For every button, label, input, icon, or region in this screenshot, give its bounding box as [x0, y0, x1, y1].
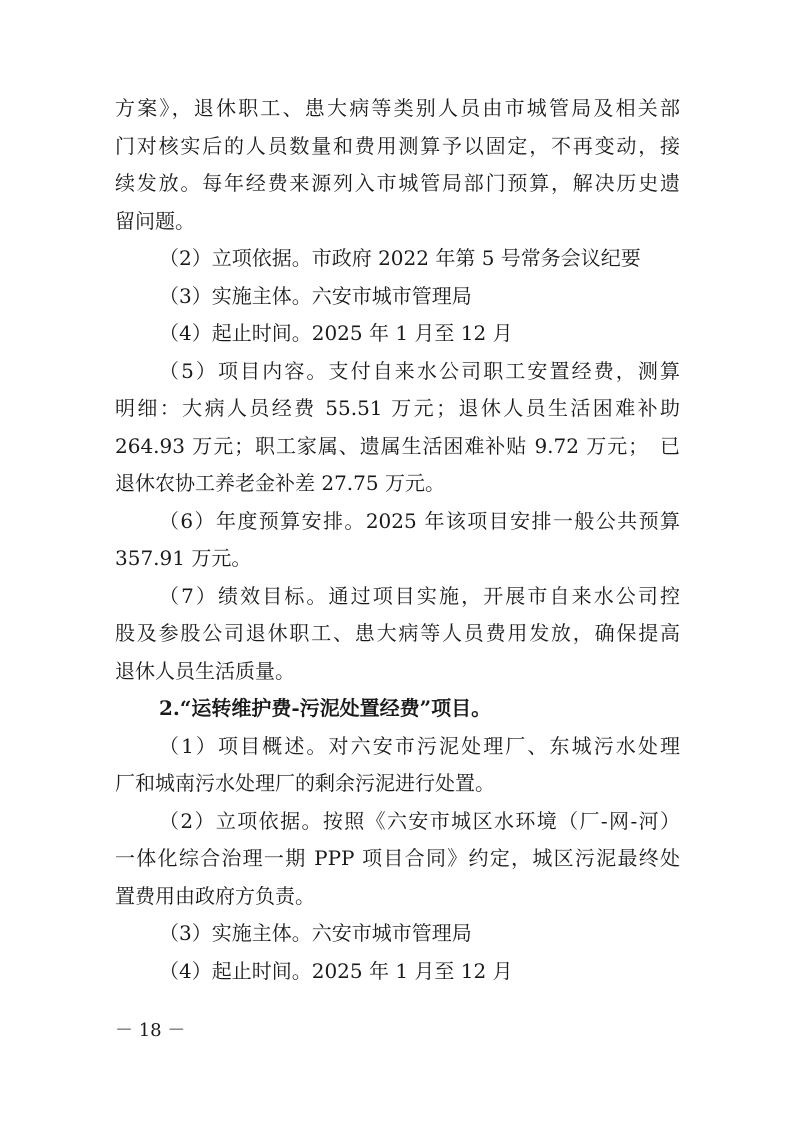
text-line: （2）立项依据。市政府 2022 年第 5 号常务会议纪要 [159, 246, 641, 270]
text-line: 一体化综合治理一期 PPP 项目合同》约定，城区污泥最终处 [115, 846, 680, 870]
text-line: 357.91 万元。 [115, 546, 252, 570]
document-body [115, 90, 680, 990]
text-line: 明细：大病人员经费 55.51 万元；退休人员生活困难补助 [115, 396, 680, 420]
text-line: （5）项目内容。支付自来水公司职工安置经费，测算 [159, 358, 680, 383]
text-line: （2）立项依据。按照《六安市城区水环境（厂-网-河） [159, 808, 680, 833]
text-line: （7）绩效目标。通过项目实施，开展市自来水公司控 [159, 583, 680, 608]
text-line: （3）实施主体。六安市城市管理局 [159, 921, 472, 945]
text-line: 股及参股公司退休职工、患大病等人员费用发放，确保提高 [115, 621, 680, 645]
text-line: （4）起止时间。2025 年 1 月至 12 月 [159, 958, 513, 983]
text-line: 264.93 万元；职工家属、遗属生活困难补贴 9.72 万元； 已 [115, 433, 680, 458]
text-line: 门对核实后的人员数量和费用测算予以固定，不再变动，接 [115, 133, 680, 158]
text-line: 续发放。每年经费来源列入市城管局部门预算，解决历史遗 [115, 171, 680, 195]
text-line: （4）起止时间。2025 年 1 月至 12 月 [159, 321, 513, 345]
text-line: 置费用由政府方负责。 [115, 883, 315, 908]
text-line: 厂和城南污水处理厂的剩余污泥进行处置。 [115, 771, 495, 795]
text-line: 留问题。 [115, 208, 195, 233]
text-line: 方案》，退休职工、患大病等类别人员由市城管局及相关部 [115, 96, 680, 120]
section-heading: 2.“运转维护费-污泥处置经费”项目。 [159, 696, 492, 720]
text-line: （1）项目概述。对六安市污泥处理厂、东城污水处理 [159, 733, 680, 758]
text-line: 退休人员生活质量。 [115, 658, 295, 683]
text-line: （6）年度预算安排。2025 年该项目安排一般公共预算 [159, 508, 680, 533]
page-number: － 18 － [115, 1020, 186, 1041]
text-line: （3）实施主体。六安市城市管理局 [159, 283, 472, 308]
text-line: 退休农协工养老金补差 27.75 万元。 [115, 471, 445, 495]
